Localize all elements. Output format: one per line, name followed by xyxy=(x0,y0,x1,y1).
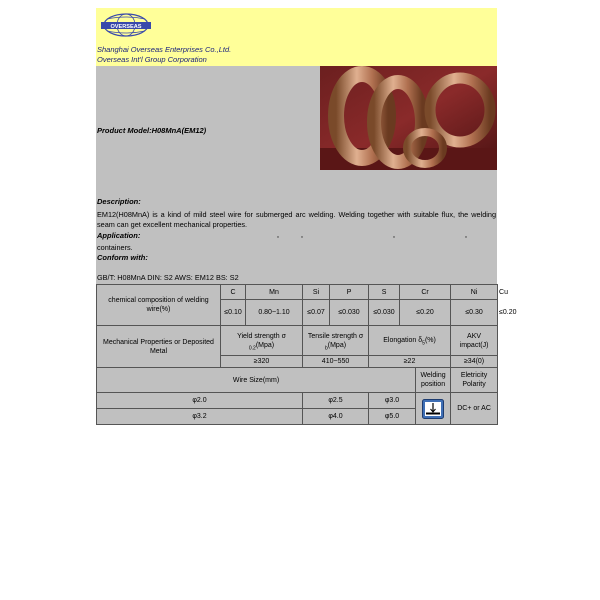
header-band xyxy=(96,8,497,66)
wire-size-2-5: φ2.5 xyxy=(303,393,369,409)
datasheet xyxy=(96,8,517,425)
akv-impact-value: ≥34(0) xyxy=(451,356,498,368)
logo-text: OVERSEAS xyxy=(110,23,142,30)
tensile-strength-header: Tensile strength σ $_b$(Mpa) xyxy=(303,326,369,356)
product-section xyxy=(96,66,497,270)
chemical-row-label: chemical composition of welding wire(%) xyxy=(97,285,221,326)
chemical-value-row: ≤0.10 0.80~1.10 ≤0.07 ≤0.030 ≤0.030 ≤0.20 ≤0.30 ≤0.20 xyxy=(97,300,498,326)
polarity-label: Eletricity Polarity xyxy=(451,368,498,393)
wire-size-3-2: φ3.2 xyxy=(97,409,303,425)
description-text: EM12(H08MnA) is a kind of mild steel wire for submerged arc welding. Welding together with suitable flux, the welding seam can get excellent mechanical properties. xyxy=(97,210,496,229)
wire-size-label: Wire Size(mm) xyxy=(97,368,416,393)
chem-value-ni: ≤0.30 xyxy=(451,300,498,326)
wire-size-4-0: φ4.0 xyxy=(303,409,369,425)
company-name-line2: Overseas Int'l Group Corporation xyxy=(97,55,207,64)
spec-table xyxy=(96,284,517,425)
welding-wire-coils-photo xyxy=(320,66,497,170)
chem-value-c: ≤0.10 xyxy=(221,300,246,326)
wire-row-1 xyxy=(97,393,498,409)
chem-header-p: P xyxy=(330,285,369,300)
conform-label: Conform with: xyxy=(97,253,148,262)
tensile-strength-value: 410~550 xyxy=(303,356,369,368)
mechanical-row-label: Mechanical Properties or Deposited Metal xyxy=(97,326,221,368)
wire-size-2-0: φ2.0 xyxy=(97,393,303,409)
elongation-header: Elongation $\delta_5(\%)$ xyxy=(369,326,451,356)
chem-header-si: Si xyxy=(303,285,330,300)
application-text: containers. xyxy=(97,243,133,252)
mechanical-header-row xyxy=(97,326,498,356)
chem-value-cr: ≤0.20 xyxy=(400,300,451,326)
chem-header-mn: Mn xyxy=(246,285,303,300)
chem-value-p: ≤0.030 xyxy=(330,300,369,326)
chemical-header-row: chemical composition of welding wire(%) C Mn Si P S Cr Ni Cu xyxy=(97,285,498,300)
welding-position-cell xyxy=(416,393,451,425)
description-label: Description: xyxy=(97,197,141,206)
standards-row xyxy=(96,270,497,284)
elongation-value: ≥22 xyxy=(369,356,451,368)
product-model: Product Model:H08MnA(EM12) xyxy=(97,126,207,135)
polarity-value: DC+ or AC xyxy=(451,393,498,425)
wire-size-3-0: φ3.0 xyxy=(369,393,416,409)
standards-text: GB/T: H08MnA DIN: S2 AWS: EM12 BS: S2 xyxy=(97,273,239,282)
welding-position-label: Welding position xyxy=(416,368,451,393)
chem-value-s: ≤0.030 xyxy=(369,300,400,326)
company-name-line1: Shanghai Overseas Enterprises Co.,Ltd. xyxy=(97,45,232,54)
application-label: Application: xyxy=(97,231,141,240)
wire-header-row xyxy=(97,368,498,393)
application-dots xyxy=(96,234,497,240)
company-name xyxy=(97,45,231,65)
wire-size-5-0: φ5.0 xyxy=(369,409,416,425)
chem-header-cr: Cr xyxy=(400,285,451,300)
chem-header-c: C xyxy=(221,285,246,300)
company-globe-logo xyxy=(99,11,153,41)
chem-value-mn: 0.80~1.10 xyxy=(246,300,303,326)
akv-impact-header: AKV impact(J) xyxy=(451,326,498,356)
flat-welding-position-icon xyxy=(422,399,444,419)
yield-strength-header: Yield strength σ $_{0.2}$(Mpa) xyxy=(221,326,303,356)
chem-value-si: ≤0.07 xyxy=(303,300,330,326)
yield-strength-value: ≥320 xyxy=(221,356,303,368)
chem-header-s: S xyxy=(369,285,400,300)
chem-header-ni: Ni xyxy=(451,285,498,300)
